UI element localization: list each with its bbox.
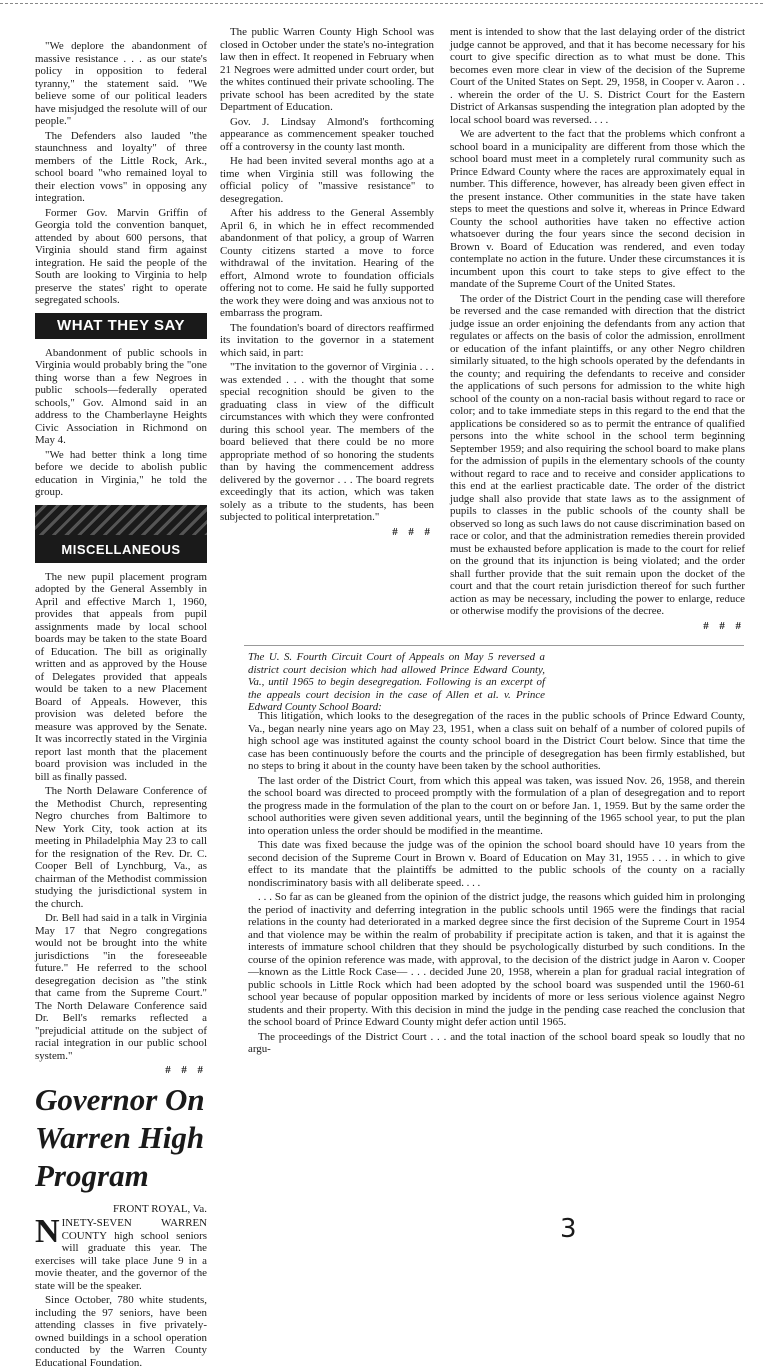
paragraph: The public Warren County High School was closed in October under the state's no-integration law then in effect. It reopened in February when 21 Negroes were admitted under court order, but the whites continued their private schooling. The private school has been acredited by the state Department of Education. [220, 26, 434, 113]
paragraph: Abandonment of public schools in Virginia would probably bring the "one thing worse than a few Negroes in public schools—federally operated schools," Gov. Almond said in an address to the Chamberlayne Heights Civic Association in Richmond on May 4. [35, 346, 207, 446]
lead-words: INETY-SEVEN WARREN COUNTY [61, 1217, 207, 1242]
paragraph: The proceedings of the District Court . . . and the total inaction of the school board speak so loudly that no argu- [248, 1030, 745, 1055]
headline: Governor On Warren High Program [35, 1081, 205, 1193]
column-1 [35, 40, 207, 1371]
banner-stripe-decoration [35, 505, 207, 535]
section-banner-what-they-say: WHAT THEY SAY [35, 313, 207, 339]
paragraph: We are advertent to the fact that the problems which confront a school board in a municipality are different from those which the school board must meet in a completely rural community such as Prince Edward County where the races are approximately equal in number. This difference, however, has already been given effect in the present instance. Other communities in the state have taken steps to meet the questions and solve it, whereas in Prince Edward County the school authorities have taken no effective action whatsoever during the four years since the second decision in Brown v. Board of Education was rendered, and even today contemplate no action in the future. Under these circumstances it is incumbent upon this court to take steps to give effect to the mandate of the Supreme Court of the United States. [450, 128, 745, 290]
paragraph: The last order of the District Court, from which this appeal was taken, was issued Nov. 26, 1958, and therein the school board was directed to proceed promptly with the formulation of a plan of desegregation and to report the progress made in the formulation of the plan to the court on or before Jan. 1, 1959. But by the same order the school authorities were given seven additional years, until the beginning of the 1965 school year, to put the plan into operation unless the order should be modified in the meantime. [248, 774, 745, 837]
lead-text: high school seniors will graduate this year. The exercises will take place June 9 in a movie theater, and the governor of the state will be the speaker. [35, 1229, 207, 1292]
section-banner-miscellaneous [35, 505, 207, 563]
end-marks: # # # [703, 619, 745, 632]
paragraph-lead [35, 1213, 207, 1292]
paragraph: . . . So far as can be gleaned from the opinion of the district judge, the reasons which guided him in prolonging the period of inactivity and deferring integration in the public schools until 1965 were the findings that racial relations in the county had deteriorated in a marked degree since the first decision of the Supreme Court in 1954 and that violence may be within the realm of probability if precipitate action is taken, and that it is against the interests of immature school children that they should be psychologically disturbed by such conditions. In the course of the opinion reference was made, with approval, to the decision of the district judge in Aaron v. Cooper—known as the Little Rock Case— . . . decided June 20, 1958, wherein a plan for gradual racial integration of public schools in Little Rock which had been adopted by the school board was suspended until the 1960-61 school year because of popular opposition marked by incidents of more or less serious violence against Negro students and their property. With this decision in mind the judge in the pending case reached the conclusion that the school board of Prince Edward County might defer action until 1965. [248, 891, 745, 1028]
paragraph: ment is intended to show that the last delaying order of the district judge cannot be approved, and that it has become necessary for his court to give specific direction as to what must be done. This becomes even more clear in view of the decision of the Supreme Court of the United States on Sept. 29, 1958, in Cooper v. Aaron . . . wherein the order of the U. S. District Court for the Eastern District of Arkansas suspending the integration plan adopted by the local school board was reversed. . . . [450, 26, 745, 126]
paragraph: "We deplore the abandonment of massive resistance . . . as our state's policy in opposition to federal tyranny," the statement said. "We believe some of our political leaders have misjudged the resolute will of our people." [35, 40, 207, 127]
paragraph: The North Delaware Conference of the Methodist Church, representing Negro churches from Baltimore to New York City, took action at its meeting in Philadelphia May 23 to call for the resignation of the Rev. Dr. C. Cooper Bell of Lynchburg, Va., as chairman of the Methodist commission studying the jurisdictional system in the church. [35, 785, 207, 910]
paragraph: He had been invited several months ago at a time when Virginia still was following the official policy of "massive resistance" to desegregation. [220, 155, 434, 205]
drop-cap: N [35, 1213, 60, 1250]
paragraph: After his address to the General Assembly April 6, in which he in effect recommended abandonment of that policy, a group of Warren County citizens started a move to force withdrawal of the invitation. Hearing of the effort, Almond wrote to foundation officials offering not to come. He said he fully supported the work they were doing and was anxious not to embarrass the program. [220, 207, 434, 319]
dateline: FRONT ROYAL, Va. [113, 1202, 207, 1215]
top-border [0, 3, 763, 4]
court-excerpt-intro [248, 651, 545, 716]
paragraph: The order of the District Court in the pending case will therefore be reversed and the case remanded with direction that the district judge issue an order enjoining the defendants from any action that regulates or affects on the basis of color the admission, enrollment or education of the infant plaintiffs, or any other Negro children similarly situated, to the high schools operated by the defendants in the county; and requiring the defendants to receive and consider the applications of such persons for admission to the white high school of the county on a non-racial basis without regard to race or color; and to take immediate steps in this regard to the end that the applications be considered so as to permit the entrance of qualified persons into the white school in the school term beginning September 1959; and also requiring the school board to make plans for the admission of pupils in the elementary schools of the county without regard to race and to receive and consider applications to this end at the earliest practicable date. The order of the district judge shall also provide that state laws as to the assignment of pupils to classes in the public schools of the county shall be observed so long as such laws do not cause discrimination based on race or color, and that the administration remedies therein provided must be exhausted before application is made to the court for relief on the ground that its injunction is being violated; and the order shall further provide that the suit remain upon the docket of the court and that the court retain jurisdiction thereof for such further action as may be necessary, including the power to enlarge, reduce or otherwise modify the provisions of the decree. [450, 292, 745, 617]
column-3 [450, 26, 745, 632]
banner-label: MISCELLANEOUS [61, 542, 181, 557]
paragraph: "We had better think a long time before we decide to abolish public education in Virginia," he told the group. [35, 448, 207, 498]
paragraph: The Defenders also lauded "the staunchness and loyalty" of three members of the Little Rock, Ark., school board "who remained loyal to their election vows" in opposing any integration. [35, 129, 207, 204]
paragraph: Gov. J. Lindsay Almond's forthcoming appearance as commencement speaker touched off a controversy in the county last month. [220, 115, 434, 153]
paragraph: Dr. Bell had said in a talk in Virginia May 17 that Negro congregations would not be brought into the white jurisdictions "in the foreseeable future." He referred to the school desegregation decision as "the stink that came from the Supreme Court." The North Delaware Conference said Dr. Bell's remarks reflected a "prejudicial attitude on the subject of racial integration in our public school system." [35, 912, 207, 1062]
column-2 [220, 26, 434, 538]
court-excerpt-body [248, 710, 745, 1058]
paragraph: The new pupil placement program adopted by the General Assembly in April and effective March 1, 1960, provides that appeals from pupil assignments made by local school boards may be taken to the state Board of Education. The bill as originally written and as approved by the House of Delegates provided that appeals would be taken to a new Placement Board of Appeals. However, this provision was deleted before the measure was approved by the Senate. It was incorrectly stated in the Virginia report last month that the placement board provision was included in the bill as finally passed. [35, 570, 207, 783]
paragraph: Former Gov. Marvin Griffin of Georgia told the convention banquet, attended by about 600 persons, that Virginia should stand firm against integration. He said the people of the South are looking to Virginia to help preserve the states' right to operate segregated schools. [35, 206, 207, 306]
paragraph: "The invitation to the governor of Virginia . . . was extended . . . with the thought that some special recognition should be given to the graduating class in view of the difficult circumstances with which they were confronted during this school year. The members of the board believed that there could be no more appropriate method of so honoring the students than by having the commencement address delivered by the governor . . . The board regrets exceedingly that its action, which was taken solely as a tribute to the students, has been subjected to political interpretation." [220, 361, 434, 523]
paragraph: This litigation, which looks to the desegregation of the races in the public schools of Prince Edward County, Va., began nearly nine years ago on May 23, 1951, when a class suit on behalf of a number of colored pupils of high school age was instituted against the county school board in the District Court below. Since that time the case has been continuously before the courts and the principle of desegregation has been firmly established, but no steps to bring it about in the county have been taken by the school authorities. [248, 710, 745, 772]
paragraph: The foundation's board of directors reaffirmed its invitation to the governor in a statement which said, in part: [220, 321, 434, 359]
end-marks: # # # [392, 525, 434, 538]
paragraph: Since October, 780 white students, including the 97 seniors, have been attending classes in five privately-owned buildings in a school operation conducted by the Warren County Educational Foundation. [35, 1294, 207, 1369]
page-number: 3 [560, 1214, 577, 1244]
paragraph: This date was fixed because the judge was of the opinion the school board should have 10 years from the second decision of the Supreme Court in Brown v. Board of Education on May 31, 1955 . . . in which to give effect to its mandate that the plaintiffs be admitted to the public schools of the county on a racially nondiscriminatory basis with all deliberate speed. . . . [248, 839, 745, 889]
intro-italic: The U. S. Fourth Circuit Court of Appeals on May 5 reversed a district court decision which had allowed Prince Edward County, Va., until 1965 to begin desegregation. Following is an excerpt of the appeals court decision in the case of Allen et al. v. Prince Edward County School Board: [248, 651, 545, 713]
section-divider [244, 645, 744, 646]
end-marks: # # # [165, 1064, 207, 1076]
